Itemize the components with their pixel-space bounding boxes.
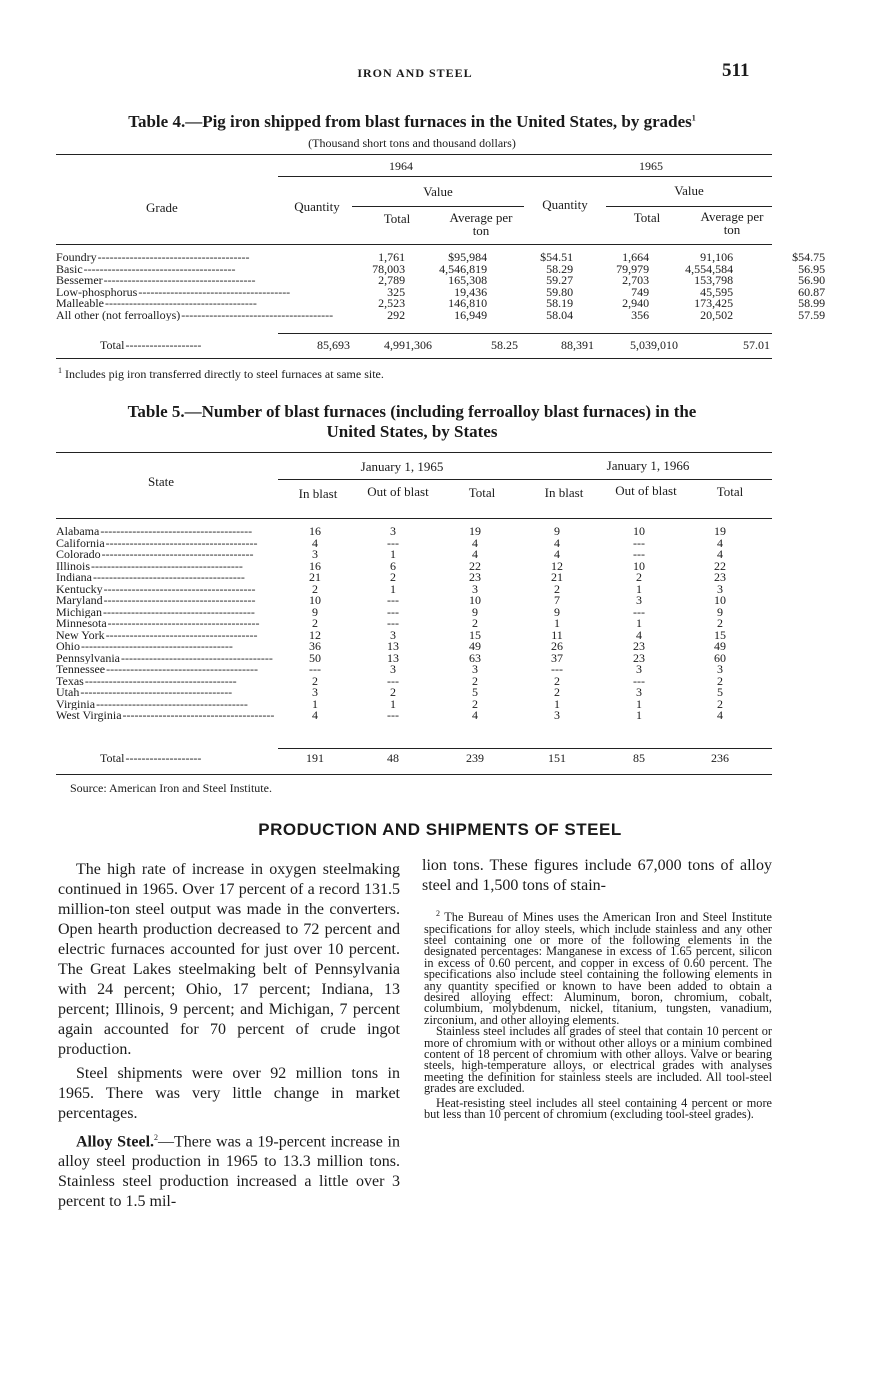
table5-cell-in65: 16 bbox=[309, 524, 321, 538]
table5-cell-in66: 9 bbox=[554, 604, 560, 619]
table5-cell-tot65: 3 bbox=[472, 662, 478, 676]
footnote-heat-resisting: Heat-resisting steel includes all steel containing 4 percent or more but less than 10 percent of chromium (excluding tool-steel grades). bbox=[424, 1095, 772, 1121]
table5-cell-out65: --- bbox=[387, 708, 399, 722]
table5-date-1965: January 1, 1965 bbox=[360, 459, 444, 474]
table5-cell-tot66: 5 bbox=[717, 685, 723, 699]
table5-cell-in65: --- bbox=[309, 662, 321, 676]
table4-cell-a64: 58.29 bbox=[546, 261, 574, 276]
table5-state-label: Tennessee bbox=[56, 664, 106, 676]
table5-cell-tot66: 23 bbox=[714, 570, 726, 584]
table5-cell-in66: --- bbox=[551, 662, 563, 676]
table5-cell-in66: 2 bbox=[554, 581, 560, 596]
table5-row: Indiana-------------------------------------- 21 2 23 21 2 23 bbox=[56, 572, 760, 584]
table5-state-label: Illinois bbox=[56, 560, 91, 572]
table4-total-q65: 88,391 bbox=[561, 338, 594, 352]
table5-cell-out65: --- bbox=[387, 673, 399, 688]
section-heading: PRODUCTION AND SHIPMENTS OF STEEL bbox=[258, 820, 622, 839]
table5-cell-tot66: 19 bbox=[714, 524, 726, 538]
table5-caption-line1: Table 5.—Number of blast furnaces (including ferroalloy blast furnaces) in the bbox=[127, 402, 697, 421]
table4-cell-a65: 57.59 bbox=[798, 307, 826, 322]
table5-cell-tot66: 2 bbox=[717, 616, 723, 630]
table4-cell-t64: 146,810 bbox=[448, 296, 488, 310]
table5-cell-out66: 4 bbox=[636, 627, 642, 642]
table5-state-label: Michigan bbox=[56, 606, 102, 618]
table4-total-header-1965: Total bbox=[633, 210, 661, 225]
table4-cell-a65: 56.90 bbox=[798, 273, 826, 287]
table5-cell-out66: 3 bbox=[636, 662, 642, 676]
table4-cell-q64: 1,761 bbox=[378, 250, 406, 264]
table4-grade-header: Grade bbox=[146, 200, 178, 215]
table4-total-t65: 5,039,010 bbox=[630, 338, 678, 352]
table4-row: Basic-------------------------------------- 78,003 4,546,819 58.29 79,979 4,554,584 56.95 bbox=[56, 261, 826, 276]
table5-cell-tot65: 2 bbox=[472, 673, 478, 688]
table4-grade-label: Foundry bbox=[56, 252, 97, 264]
table5-in-header-1966: In blast bbox=[544, 485, 584, 500]
table4-cell-t65: 173,425 bbox=[694, 296, 734, 310]
table4-cell-a65: 60.87 bbox=[798, 284, 826, 299]
table5-cell-tot66: 3 bbox=[717, 662, 723, 676]
table5-out-header-1966: Out of blast bbox=[615, 483, 677, 498]
table5-cell-out65: 3 bbox=[390, 627, 396, 642]
table5-cell-out66: 10 bbox=[633, 524, 645, 538]
table4-cell-q65: 749 bbox=[631, 284, 650, 299]
table5-cell-out66: 1 bbox=[636, 616, 642, 630]
table5-cell-out66: 1 bbox=[636, 581, 642, 596]
table4-cell-t64: 19,436 bbox=[454, 284, 488, 299]
table5-cell-in66: 12 bbox=[551, 558, 563, 573]
table5-cell-tot66: 49 bbox=[714, 639, 726, 653]
table5-cell-in65: 10 bbox=[309, 593, 321, 607]
table4-cell-a65: 56.95 bbox=[798, 261, 826, 276]
table5-cell-in65: 2 bbox=[312, 616, 318, 630]
table4-cell-q65: 2,940 bbox=[622, 296, 650, 310]
table5-row: West Virginia-------------------------------------- 4 --- 4 3 1 4 bbox=[56, 710, 760, 722]
table5-cell-tot65: 4 bbox=[472, 708, 478, 722]
left-column bbox=[58, 860, 400, 1212]
table5-cell-out66: 23 bbox=[633, 650, 645, 665]
table4-cell-q65: 1,664 bbox=[622, 250, 650, 264]
table5-cell-in66: 1 bbox=[554, 616, 560, 630]
table5-cell-out65: 2 bbox=[390, 570, 396, 584]
table5-total-header-1966: Total bbox=[716, 484, 744, 499]
table5-cell-tot65: 9 bbox=[472, 604, 478, 619]
table4-grade-label: Bessemer bbox=[56, 275, 103, 287]
table5-cell-tot65: 3 bbox=[472, 581, 478, 596]
table4-cell-t65: 45,595 bbox=[700, 284, 734, 299]
table5-row: Illinois-------------------------------------- 16 6 22 12 10 22 bbox=[56, 561, 760, 573]
table4-cell-q64: 325 bbox=[387, 284, 406, 299]
table4-footnote: $^1$ Includes pig iron transferred directly to steel furnaces at same site. bbox=[58, 366, 384, 381]
table4-row: Foundry-------------------------------------- 1,761 $95,984 $54.51 1,664 91,106 $54.75 bbox=[56, 250, 826, 264]
table5-cell-tot66: 2 bbox=[717, 673, 723, 688]
table4-caption: Table 4.—Pig iron shipped from blast furnaces in the United States, by grades$^1$ bbox=[128, 112, 696, 131]
table4-avg-header-1964: Average per ton bbox=[449, 210, 513, 238]
table5-row: Colorado-------------------------------------- 3 1 4 4 --- 4 bbox=[56, 549, 760, 561]
table5-cell-out65: 6 bbox=[390, 558, 396, 573]
table5-cell-tot65: 63 bbox=[469, 650, 481, 665]
right-column-text: lion tons. These figures include 67,000 tons of alloy steel and 1,500 tons of stain- bbox=[422, 857, 772, 894]
table4-total-a65: 57.01 bbox=[743, 338, 770, 352]
table4-cell-a64: 58.19 bbox=[546, 296, 574, 310]
table5-cell-tot66: 9 bbox=[717, 604, 723, 619]
table5-cell-out65: 3 bbox=[390, 662, 396, 676]
table5-in-header-1965: In blast bbox=[298, 486, 338, 501]
table5-total-label: Total bbox=[100, 753, 125, 765]
table5-cell-in65: 4 bbox=[312, 535, 318, 550]
table5-cell-out66: 2 bbox=[636, 570, 642, 584]
table5-total-out66: 85 bbox=[633, 751, 645, 765]
table5-cell-in66: 9 bbox=[554, 524, 560, 538]
table4-cell-t64: 4,546,819 bbox=[439, 261, 488, 276]
table5-cell-out66: 3 bbox=[636, 685, 642, 699]
table4-cell-t65: 91,106 bbox=[700, 250, 734, 264]
table5-cell-out66: --- bbox=[633, 547, 645, 561]
table5-cell-in65: 2 bbox=[312, 581, 318, 596]
table4-row: Bessemer-------------------------------------- 2,789 165,308 59.27 2,703 153,798 56.90 bbox=[56, 273, 826, 287]
paragraph-alloy-steel: Alloy Steel.$^2$—There was a 19-percent increase in alloy steel production in 1965 to 13.3 million tons. Stainless steel production increased a little over 3 percent to 1.5 mil- bbox=[58, 1133, 400, 1211]
table4-row: Malleable-------------------------------------- 2,523 146,810 58.19 2,940 173,425 58.99 bbox=[56, 296, 826, 310]
table5-row: Pennsylvania-------------------------------------- 50 13 63 37 23 60 bbox=[56, 653, 760, 665]
table5-cell-out66: --- bbox=[633, 673, 645, 688]
table4-cell-t64: 165,308 bbox=[448, 273, 488, 287]
table5-cell-out65: 3 bbox=[390, 524, 396, 538]
paragraph-steel-shipments: Steel shipments were over 92 million tons in 1965. There was very little change in market percentages. bbox=[58, 1065, 400, 1122]
table5-cell-in66: 37 bbox=[551, 650, 563, 665]
table5-cell-tot66: 4 bbox=[717, 535, 723, 550]
table4-cell-q64: 2,523 bbox=[378, 296, 406, 310]
table5-cell-out65: 2 bbox=[390, 685, 396, 699]
table4-cell-q64: 2,789 bbox=[378, 273, 406, 287]
table5-cell-in65: 12 bbox=[309, 627, 321, 642]
table5-state-label: Texas bbox=[56, 675, 84, 687]
table4-year-1965: 1965 bbox=[639, 159, 663, 173]
table4-cell-q65: 79,979 bbox=[616, 261, 650, 276]
table5-caption-line2: United States, by States bbox=[326, 422, 498, 441]
table5-cell-out65: 1 bbox=[390, 547, 396, 561]
table4-body bbox=[56, 252, 825, 321]
table5-cell-tot65: 4 bbox=[472, 547, 478, 561]
page-number: 511 bbox=[722, 60, 750, 81]
table5-state-label: Utah bbox=[56, 687, 80, 699]
table5-cell-in65: 9 bbox=[312, 604, 318, 619]
table5-cell-out65: 13 bbox=[387, 639, 399, 653]
table4-cell-q65: 356 bbox=[631, 307, 650, 322]
running-header: IRON AND STEEL bbox=[357, 66, 473, 80]
table5-state-label: Indiana bbox=[56, 572, 92, 584]
table5-row: Utah-------------------------------------- 3 2 5 2 3 5 bbox=[56, 687, 760, 699]
table5-cell-out66: 1 bbox=[636, 708, 642, 722]
table5-cell-in66: 11 bbox=[551, 627, 563, 642]
table5-row: New York-------------------------------------- 12 3 15 11 4 15 bbox=[56, 630, 760, 642]
table4-cell-q64: 292 bbox=[387, 307, 406, 322]
table4-value-header-1964: Value bbox=[423, 184, 453, 199]
table5-cell-tot65: 10 bbox=[469, 593, 481, 607]
table5-state-label: New York bbox=[56, 629, 105, 641]
table5-cell-in65: 36 bbox=[309, 639, 321, 653]
table5-state-label: Maryland bbox=[56, 595, 103, 607]
table5-cell-out66: --- bbox=[633, 604, 645, 619]
table5-state-label: Colorado bbox=[56, 549, 101, 561]
table5-body bbox=[56, 526, 760, 722]
table5-cell-out66: 3 bbox=[636, 593, 642, 607]
table5-state-header: State bbox=[148, 474, 174, 489]
table5-cell-in66: 4 bbox=[554, 547, 560, 561]
table5-cell-in66: 4 bbox=[554, 535, 560, 550]
table5-row: Michigan-------------------------------------- 9 --- 9 9 --- 9 bbox=[56, 607, 760, 619]
table5-state-label: Virginia bbox=[56, 698, 96, 710]
footnote-alloy-spec: $^2$ The Bureau of Mines uses the American Iron and Steel Institute specifications for alloy steels, which include stainless and any other steel containing one or more of the following elements in the designated percentages: Manganese in excess of 1.65 percent, silicon in excess of 0.60 percent, and copper in excess of 0.60 percent. The specifications also include steel containing the following elements in any quantity specified or known to have been added to obtain a desired alloying effect: Aluminum, boron, chromium, cobalt, columbium, molybdenum, nickel, titanium, tungsten, vanadium, zirconium, and other alloying elements. bbox=[424, 909, 772, 1027]
table5-cell-in66: 7 bbox=[554, 593, 560, 607]
table5-cell-out65: 1 bbox=[390, 581, 396, 596]
table5-cell-out66: 1 bbox=[636, 696, 642, 711]
table5-row: Virginia-------------------------------------- 1 1 2 1 1 2 bbox=[56, 699, 760, 711]
table5-total-in65: 191 bbox=[306, 751, 324, 765]
table4-cell-t65: 153,798 bbox=[694, 273, 734, 287]
paragraph-oxygen-steelmaking: The high rate of increase in oxygen steelmaking continued in 1965. Over 17 percent of a record 131.5 million-ton steel output was made in the converters. Open hearth production decreased to 72 percent and electric furnaces accounted for just over 10 percent. The Great Lakes steelmaking belt of Pennsylvania with 24 percent; Ohio, 17 percent; Indiana, 13 percent; Illinois, 9 percent; and Michigan, 7 percent again accounted for 70 percent of crude ingot production. bbox=[58, 861, 400, 1058]
footnotes bbox=[424, 908, 772, 1120]
table4-total-row: Total------------------- 85,693 4,991,306 58.25 88,391 5,039,010 57.01 bbox=[100, 338, 770, 352]
table5-total-header-1965: Total bbox=[468, 485, 496, 500]
table5-cell-tot65: 2 bbox=[472, 696, 478, 711]
table4-quantity-header-1964: Quantity bbox=[294, 199, 340, 214]
table4-row: All other (not ferroalloys)-------------------------------------- 292 16,949 58.04 356 20,502 57.59 bbox=[56, 307, 826, 322]
table5-cell-in66: 2 bbox=[554, 685, 560, 699]
table5-state-label: California bbox=[56, 537, 105, 549]
table5-cell-tot65: 2 bbox=[472, 616, 478, 630]
table5-cell-in66: 3 bbox=[554, 708, 560, 722]
table4-grade-label: Low-phosphorus bbox=[56, 286, 138, 298]
table5-state-label: West Virginia bbox=[56, 710, 122, 722]
table4-grade-label: All other (not ferroalloys) bbox=[56, 309, 181, 321]
table5-cell-tot66: 60 bbox=[714, 650, 726, 665]
table5-cell-tot66: 10 bbox=[714, 593, 726, 607]
table5-cell-in66: 2 bbox=[554, 673, 560, 688]
table5-cell-tot65: 15 bbox=[469, 627, 481, 642]
table5-row: Maryland-------------------------------------- 10 --- 10 7 3 10 bbox=[56, 595, 760, 607]
table5-total-tot66: 236 bbox=[711, 751, 729, 765]
table5-state-label: Minnesota bbox=[56, 618, 107, 630]
table4-cell-q64: 78,003 bbox=[372, 261, 406, 276]
table4-year-1964: 1964 bbox=[389, 159, 413, 173]
table5-cell-tot66: 4 bbox=[717, 708, 723, 722]
table5-cell-tot65: 5 bbox=[472, 685, 478, 699]
table5-total-in66: 151 bbox=[548, 751, 566, 765]
table5-cell-out65: --- bbox=[387, 604, 399, 619]
table5-state-label: Ohio bbox=[56, 641, 80, 653]
table5-cell-tot65: 49 bbox=[469, 639, 481, 653]
table5-date-1966: January 1, 1966 bbox=[606, 458, 690, 473]
table5-cell-in65: 3 bbox=[312, 685, 318, 699]
table5-cell-tot65: 4 bbox=[472, 535, 478, 550]
table5-cell-in66: 21 bbox=[551, 570, 563, 584]
table4-cell-a64: 58.04 bbox=[546, 307, 574, 322]
table5-total-out65: 48 bbox=[387, 751, 399, 765]
table5-source: Source: American Iron and Steel Institute. bbox=[70, 781, 272, 795]
table5-cell-in65: 1 bbox=[312, 696, 318, 711]
table5-cell-in66: 1 bbox=[554, 696, 560, 711]
table5-cell-tot66: 2 bbox=[717, 696, 723, 711]
table4-subtitle: (Thousand short tons and thousand dollars) bbox=[308, 136, 516, 150]
table5-row: Tennessee-------------------------------------- --- 3 3 --- 3 3 bbox=[56, 664, 760, 676]
table5-cell-out65: --- bbox=[387, 535, 399, 550]
table5-state-label: Pennsylvania bbox=[56, 652, 120, 664]
table5-cell-tot66: 3 bbox=[717, 581, 723, 596]
table5-row: Minnesota-------------------------------------- 2 --- 2 1 1 2 bbox=[56, 618, 760, 630]
footnote-stainless: Stainless steel includes all grades of steel that contain 10 percent or more of chromium with or without other alloys or a minium combined content of 18 percent of chromium with other alloys. Valve or bearing steels, high-temperature alloys, or electrical grades with analyses meeting the definition for stainless steels are included. All tool-steel grades are excluded. bbox=[424, 1024, 772, 1096]
table4-grade-label: Malleable bbox=[56, 298, 104, 310]
table5-cell-tot66: 4 bbox=[717, 547, 723, 561]
table5-cell-tot65: 19 bbox=[469, 524, 481, 538]
table5-state-label: Kentucky bbox=[56, 583, 103, 595]
table5-cell-out66: 10 bbox=[633, 558, 645, 573]
table4-total-q64: 85,693 bbox=[317, 338, 350, 352]
table5-total-row: Total------------------- 191 48 239 151 85 236 bbox=[56, 753, 760, 765]
table5-cell-in65: 16 bbox=[309, 558, 321, 573]
table5-row: California-------------------------------------- 4 --- 4 4 --- 4 bbox=[56, 538, 760, 550]
table4-cell-t65: 4,554,584 bbox=[685, 261, 734, 276]
table5-cell-out66: 23 bbox=[633, 639, 645, 653]
table5-cell-tot66: 15 bbox=[714, 627, 726, 642]
table5-cell-tot66: 22 bbox=[714, 558, 726, 573]
table5-cell-in65: 21 bbox=[309, 570, 321, 584]
table4-avg-header-1965: Average per ton bbox=[700, 209, 764, 237]
table5-cell-in65: 2 bbox=[312, 673, 318, 688]
table5-total-tot65: 239 bbox=[466, 751, 484, 765]
table4-cell-t64: 16,949 bbox=[454, 307, 488, 322]
table5-cell-tot65: 23 bbox=[469, 570, 481, 584]
table5-cell-out65: --- bbox=[387, 593, 399, 607]
table5-cell-out65: 1 bbox=[390, 696, 396, 711]
table5-state-label: Alabama bbox=[56, 526, 100, 538]
table4-cell-t64: $95,984 bbox=[448, 250, 488, 264]
table5-cell-in65: 4 bbox=[312, 708, 318, 722]
table5-row: Kentucky-------------------------------------- 2 1 3 2 1 3 bbox=[56, 584, 760, 596]
table4-value-header-1965: Value bbox=[674, 183, 704, 198]
table5-row: Alabama-------------------------------------- 16 3 19 9 10 19 bbox=[56, 526, 760, 538]
table4-grade-label: Basic bbox=[56, 263, 83, 275]
table4-cell-a64: $54.51 bbox=[540, 250, 574, 264]
table5-cell-in66: 26 bbox=[551, 639, 563, 653]
table5-out-header-1965: Out of blast bbox=[367, 484, 429, 499]
table4-row: Low-phosphorus-------------------------------------- 325 19,436 59.80 749 45,595 60.87 bbox=[56, 284, 826, 299]
table4-total-header-1964: Total bbox=[383, 211, 411, 226]
table5-cell-in65: 50 bbox=[309, 650, 321, 665]
table5-cell-out65: 13 bbox=[387, 650, 399, 665]
table4-cell-a64: 59.27 bbox=[546, 273, 574, 287]
table5-cell-in65: 3 bbox=[312, 547, 318, 561]
table5-cell-out66: --- bbox=[633, 535, 645, 550]
table5-cell-out65: --- bbox=[387, 616, 399, 630]
table4-total-label: Total bbox=[100, 340, 125, 352]
table5-row: Texas-------------------------------------- 2 --- 2 2 --- 2 bbox=[56, 676, 760, 688]
table4-total-t64: 4,991,306 bbox=[384, 338, 432, 352]
table4-cell-a65: 58.99 bbox=[798, 296, 826, 310]
table4-cell-t65: 20,502 bbox=[700, 307, 734, 322]
table5-row: Ohio-------------------------------------- 36 13 49 26 23 49 bbox=[56, 641, 760, 653]
table5-cell-tot65: 22 bbox=[469, 558, 481, 573]
table4-quantity-header-1965: Quantity bbox=[542, 197, 588, 212]
table4-cell-a65: $54.75 bbox=[792, 250, 826, 264]
table4-cell-q65: 2,703 bbox=[622, 273, 650, 287]
table4-total-a64: 58.25 bbox=[491, 338, 518, 352]
table4-cell-a64: 59.80 bbox=[546, 284, 574, 299]
